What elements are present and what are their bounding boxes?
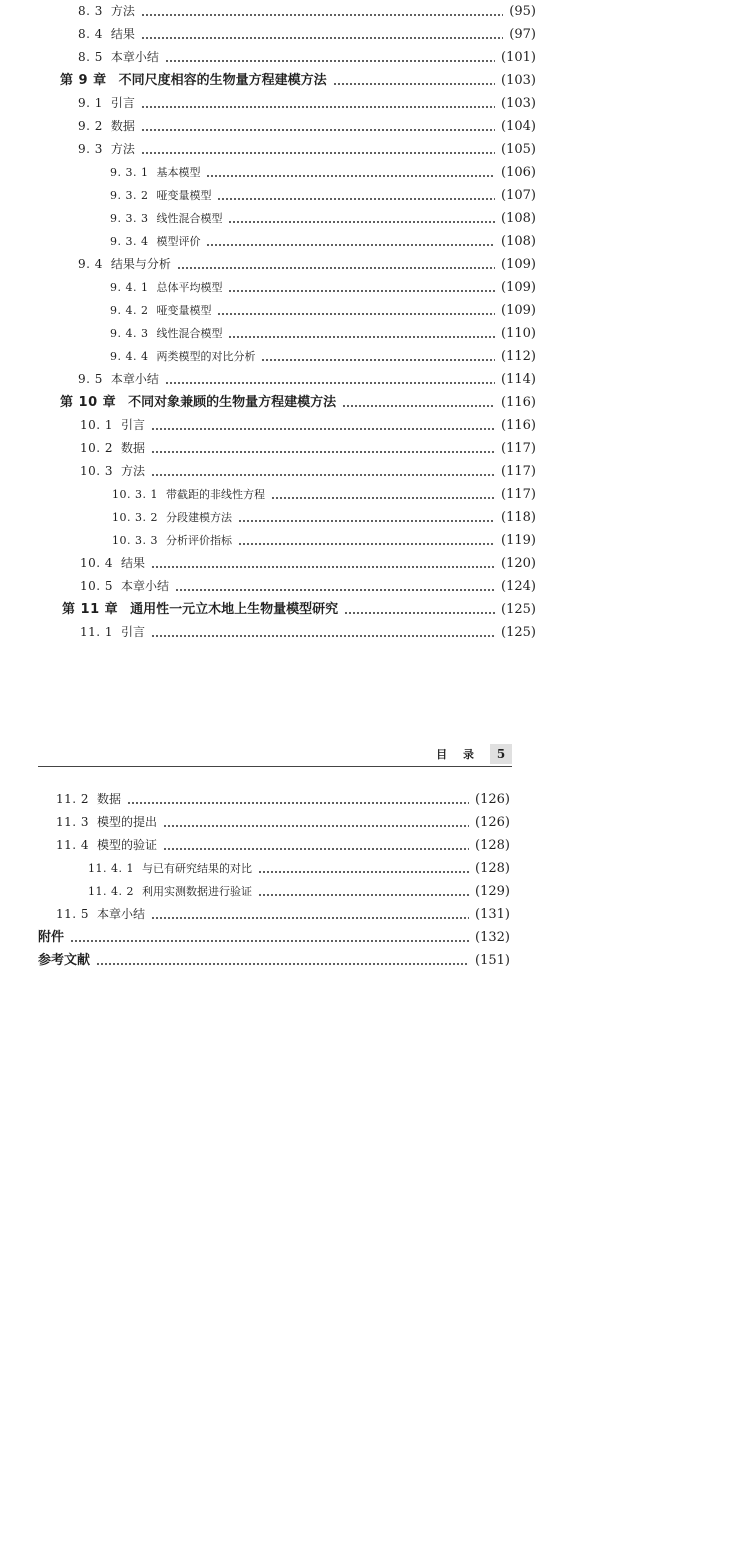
toc-references-entry[interactable]: [38, 949, 510, 972]
toc-subentry[interactable]: [88, 857, 510, 880]
entry-number: 9. 4. 3: [110, 327, 149, 340]
dot-leader: [271, 497, 495, 499]
entry-page: ( 95 ): [509, 0, 536, 23]
entry-number: 10. 4: [80, 556, 114, 570]
dot-leader: [344, 612, 495, 614]
dot-leader: [127, 802, 469, 804]
dot-leader: [228, 336, 495, 338]
toc-entry[interactable]: [80, 575, 536, 598]
entry-page: ( 117 ): [501, 437, 536, 460]
entry-page: ( 116 ): [501, 391, 536, 414]
toc-subentry[interactable]: [88, 880, 510, 903]
entry-title: 方法: [110, 142, 135, 156]
entry-number: 11. 2: [56, 792, 90, 806]
entry-number: 11. 4. 2: [88, 885, 134, 898]
header-page-number: 5: [490, 744, 512, 764]
entry-title: 分析评价指标: [165, 534, 232, 547]
dot-leader: [206, 175, 495, 177]
toc-entry[interactable]: [78, 46, 536, 69]
toc-entry[interactable]: [56, 903, 510, 926]
entry-number: 8. 3: [78, 4, 103, 18]
toc-subentry[interactable]: [110, 322, 536, 345]
entry-title: 数据: [97, 792, 122, 806]
dot-leader: [163, 848, 469, 850]
entry-number: 10. 3. 3: [112, 534, 158, 547]
dot-leader: [258, 894, 469, 896]
entry-number: 9. 3: [78, 142, 103, 156]
entry-number: 10. 2: [80, 441, 114, 455]
entry-page: ( 109 ): [501, 276, 536, 299]
entry-number: 10. 3: [80, 464, 114, 478]
toc-entry[interactable]: [56, 834, 510, 857]
toc-entry[interactable]: [80, 414, 536, 437]
entry-number: 11. 4: [56, 838, 90, 852]
entry-title: 引言: [121, 625, 146, 639]
entry-page: ( 128 ): [475, 857, 510, 880]
dot-leader: [141, 37, 503, 39]
entry-title: 哑变量模型: [156, 189, 212, 202]
entry-title: 分段建模方法: [165, 511, 232, 524]
chapter-number: 第 9 章: [60, 73, 107, 88]
entry-page: ( 107 ): [501, 184, 536, 207]
entry-number: 11. 1: [80, 625, 114, 639]
entry-page: ( 103 ): [501, 69, 536, 92]
toc-entry[interactable]: [80, 437, 536, 460]
dot-leader: [261, 359, 495, 361]
entry-page: ( 131 ): [475, 903, 510, 926]
dot-leader: [165, 382, 495, 384]
entry-number: 9. 2: [78, 119, 103, 133]
entry-title: 本章小结: [110, 372, 159, 386]
entry-number: 9. 5: [78, 372, 103, 386]
entry-number: 9. 3. 3: [110, 212, 149, 225]
entry-number: 11. 4. 1: [88, 862, 134, 875]
toc-subentry[interactable]: [110, 184, 536, 207]
entry-page: ( 118 ): [501, 506, 536, 529]
dot-leader: [175, 589, 495, 591]
entry-number: 9. 3. 4: [110, 235, 149, 248]
toc-entry[interactable]: [78, 138, 536, 161]
dot-leader: [141, 14, 503, 16]
dot-leader: [206, 244, 495, 246]
toc-subentry[interactable]: [110, 299, 536, 322]
dot-leader: [151, 635, 495, 637]
toc-subentry[interactable]: [110, 276, 536, 299]
entry-page: ( 105 ): [501, 138, 536, 161]
entry-number: 11. 5: [56, 907, 90, 921]
entry-title: 方法: [110, 4, 135, 18]
entry-title: 引言: [110, 96, 135, 110]
entry-number: 9. 3. 2: [110, 189, 149, 202]
entry-page: ( 117 ): [501, 460, 536, 483]
entry-page: ( 126 ): [475, 788, 510, 811]
entry-page: ( 104 ): [501, 115, 536, 138]
entry-page: ( 120 ): [501, 552, 536, 575]
toc-subentry[interactable]: [110, 230, 536, 253]
toc-entry[interactable]: [78, 92, 536, 115]
toc-subentry[interactable]: [112, 506, 536, 529]
toc-subentry[interactable]: [112, 483, 536, 506]
entry-page: ( 108 ): [501, 207, 536, 230]
entry-page: ( 109 ): [501, 253, 536, 276]
dot-leader: [228, 290, 495, 292]
toc-chapter-entry[interactable]: [62, 598, 536, 621]
header-label: 目 录: [436, 748, 480, 761]
entry-title: 引言: [121, 418, 146, 432]
entry-page: ( 124 ): [501, 575, 536, 598]
toc-entry[interactable]: [78, 23, 536, 46]
dot-leader: [177, 267, 495, 269]
dot-leader: [333, 83, 495, 85]
entry-title: 线性混合模型: [156, 212, 223, 225]
dot-leader: [217, 313, 495, 315]
dot-leader: [151, 428, 495, 430]
entry-page: ( 109 ): [501, 299, 536, 322]
entry-number: 10. 5: [80, 579, 114, 593]
entry-title: 与已有研究结果的对比: [141, 862, 252, 875]
entry-title: 模型评价: [156, 235, 201, 248]
entry-title: 数据: [110, 119, 135, 133]
entry-page: ( 128 ): [475, 834, 510, 857]
entry-page: ( 103 ): [501, 92, 536, 115]
entry-page: ( 112 ): [501, 345, 536, 368]
dot-leader: [141, 106, 495, 108]
entry-title: 基本模型: [156, 166, 201, 179]
entry-number: 9. 1: [78, 96, 103, 110]
entry-page: ( 132 ): [475, 926, 510, 949]
entry-page: ( 101 ): [501, 46, 536, 69]
entry-title: 两类模型的对比分析: [156, 350, 256, 363]
toc-appendix-entry[interactable]: [38, 926, 510, 949]
entry-title: 模型的提出: [97, 815, 158, 829]
toc-entry[interactable]: [78, 115, 536, 138]
entry-page: ( 116 ): [501, 414, 536, 437]
dot-leader: [258, 871, 469, 873]
entry-page: ( 108 ): [501, 230, 536, 253]
entry-number: 9. 4. 4: [110, 350, 149, 363]
dot-leader: [141, 129, 495, 131]
entry-page: ( 119 ): [501, 529, 536, 552]
entry-title: 数据: [121, 441, 146, 455]
dot-leader: [151, 917, 469, 919]
entry-page: ( 97 ): [509, 23, 536, 46]
toc-entry[interactable]: [56, 788, 510, 811]
dot-leader: [228, 221, 495, 223]
toc-entry[interactable]: [80, 552, 536, 575]
dot-leader: [217, 198, 495, 200]
dot-leader: [238, 543, 495, 545]
dot-leader: [96, 963, 469, 965]
toc-subentry[interactable]: [110, 161, 536, 184]
entry-number: 9. 4. 2: [110, 304, 149, 317]
entry-number: 10. 3. 1: [112, 488, 158, 501]
entry-page: ( 106 ): [501, 161, 536, 184]
toc-entry[interactable]: [56, 811, 510, 834]
entry-page: ( 110 ): [501, 322, 536, 345]
toc-entry[interactable]: [80, 460, 536, 483]
chapter-title: 不同尺度相容的生物量方程建模方法: [118, 73, 327, 88]
entry-number: 9. 4. 1: [110, 281, 149, 294]
dot-leader: [151, 474, 495, 476]
entry-page: ( 117 ): [501, 483, 536, 506]
entry-title: 本章小结: [110, 50, 159, 64]
dot-leader: [151, 566, 495, 568]
chapter-number: 第 11 章: [62, 602, 119, 617]
dot-leader: [238, 520, 495, 522]
dot-leader: [165, 60, 495, 62]
chapter-number: 第 10 章: [60, 395, 117, 410]
dot-leader: [151, 451, 495, 453]
entry-title: 方法: [121, 464, 146, 478]
toc-chapter-entry[interactable]: [60, 69, 536, 92]
entry-title: 利用实测数据进行验证: [141, 885, 252, 898]
chapter-title: 通用性一元立木地上生物量模型研究: [130, 602, 339, 617]
toc-entry[interactable]: [78, 0, 536, 23]
toc-chapter-entry[interactable]: [60, 391, 536, 414]
entry-title: 本章小结: [121, 579, 170, 593]
dot-leader: [163, 825, 469, 827]
entry-page: ( 129 ): [475, 880, 510, 903]
entry-title: 结果: [121, 556, 146, 570]
dot-leader: [70, 940, 469, 942]
entry-number: 9. 3. 1: [110, 166, 149, 179]
toc-entry[interactable]: [78, 253, 536, 276]
entry-page: ( 114 ): [501, 368, 536, 391]
entry-number: 11. 3: [56, 815, 90, 829]
dot-leader: [342, 405, 495, 407]
entry-page: ( 151 ): [475, 949, 510, 972]
entry-number: 10. 3. 2: [112, 511, 158, 524]
entry-title: 线性混合模型: [156, 327, 223, 340]
chapter-title: 不同对象兼顾的生物量方程建模方法: [128, 395, 337, 410]
entry-number: 8. 5: [78, 50, 103, 64]
entry-number: 8. 4: [78, 27, 103, 41]
toc-subentry[interactable]: [112, 529, 536, 552]
entry-page: ( 125 ): [501, 598, 536, 621]
entry-title: 本章小结: [97, 907, 146, 921]
references-title: 参考文献: [38, 953, 91, 968]
running-header: [38, 744, 512, 767]
entry-title: 模型的验证: [97, 838, 158, 852]
entry-page: ( 126 ): [475, 811, 510, 834]
entry-title: 结果: [110, 27, 135, 41]
entry-number: 9. 4: [78, 257, 103, 271]
entry-title: 总体平均模型: [156, 281, 223, 294]
toc-subentry[interactable]: [110, 345, 536, 368]
entry-page: ( 125 ): [501, 621, 536, 644]
appendix-title: 附件: [38, 930, 65, 945]
dot-leader: [141, 152, 495, 154]
entry-title: 带截距的非线性方程: [165, 488, 265, 501]
toc-subentry[interactable]: [110, 207, 536, 230]
entry-title: 结果与分析: [110, 257, 171, 271]
entry-title: 哑变量模型: [156, 304, 212, 317]
toc-entry[interactable]: [80, 621, 536, 644]
entry-number: 10. 1: [80, 418, 114, 432]
toc-entry[interactable]: [78, 368, 536, 391]
